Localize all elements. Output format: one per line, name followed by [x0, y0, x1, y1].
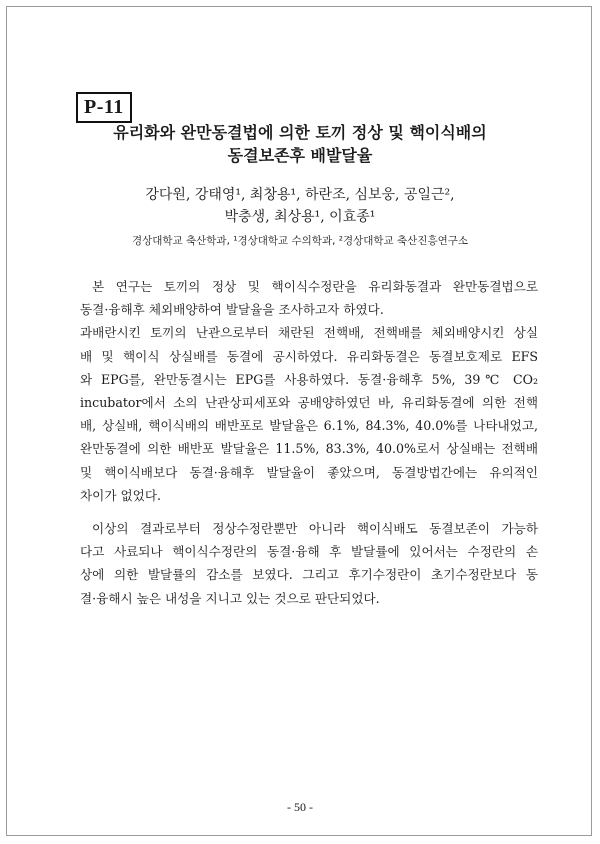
body-line: 와 EPG를, 완만동결시는 EPG를 사용하였다. 동결·융해후 5%, 39℃ CO₂ — [80, 371, 538, 387]
body-line: incubator에서 소의 난관상피세포와 공배양하였던 바, 유리화동결에 의한 전핵 — [80, 395, 538, 411]
body-line: 본 연구는 토끼의 정상 및 핵이식수정란을 유리화동결과 완만동결법으로 — [92, 279, 538, 294]
body-line: 차이가 없었다. — [80, 487, 161, 503]
abstract-body — [80, 275, 538, 610]
affiliations: 경상대학교 축산학과, ¹경상대학교 수의학과, ²경상대학교 축산진흥연구소 — [131, 235, 469, 247]
page-number: - 50 - — [287, 800, 313, 814]
body-line: 다고 사료되나 핵이식수정란의 동결·융해 후 발달률에 있어서는 수정란의 손 — [80, 544, 538, 560]
body-line: 상에 의한 발달률의 감소를 보였다. 그리고 후기수정란이 초기수정란보다 동 — [80, 567, 538, 583]
body-line: 이상의 결과로부터 정상수정란뿐만 아니라 핵이식배도 동결보존이 가능하 — [92, 521, 538, 537]
title-line-2: 동결보존후 배발달율 — [227, 146, 373, 165]
authors-line-2: 박충생, 최상용¹, 이효종¹ — [224, 209, 376, 225]
paper-title — [0, 121, 600, 167]
abstract-id-badge: P-11 — [76, 92, 132, 123]
body-line: 과배란시킨 토끼의 난관으로부터 채란된 전핵배, 전핵배를 체외배양시킨 상실 — [80, 325, 538, 341]
body-line: 배 및 핵이식 상실배를 동결에 공시하였다. 유리화동결은 동결보호제로 EFS — [80, 348, 538, 364]
title-line-1: 유리화와 완만동결법에 의한 토끼 정상 및 핵이식배의 — [113, 123, 487, 142]
paragraph-gap — [80, 507, 538, 517]
body-line: 동결·융해후 체외배양하여 발달율을 조사하고자 하였다. — [80, 302, 384, 318]
authors-line-1: 강다원, 강태영¹, 최창용¹, 하란조, 심보웅, 공일근², — [145, 187, 455, 203]
body-line: 결·융해시 높은 내성을 지니고 있는 것으로 판단되었다. — [80, 590, 380, 606]
body-line: 배, 상실배, 핵이식배의 배반포로 발달율은 6.1%, 84.3%, 40.0%를 나타내었고, — [80, 418, 538, 434]
body-line: 완만동결에 의한 배반포 발달율은 11.5%, 83.3%, 40.0%로서 상실배는 전핵배 — [80, 441, 538, 457]
body-line: 및 핵이식배보다 동결·융해후 발달율이 좋았으며, 동결방법간에는 유의적인 — [80, 464, 538, 480]
author-list — [0, 184, 600, 228]
